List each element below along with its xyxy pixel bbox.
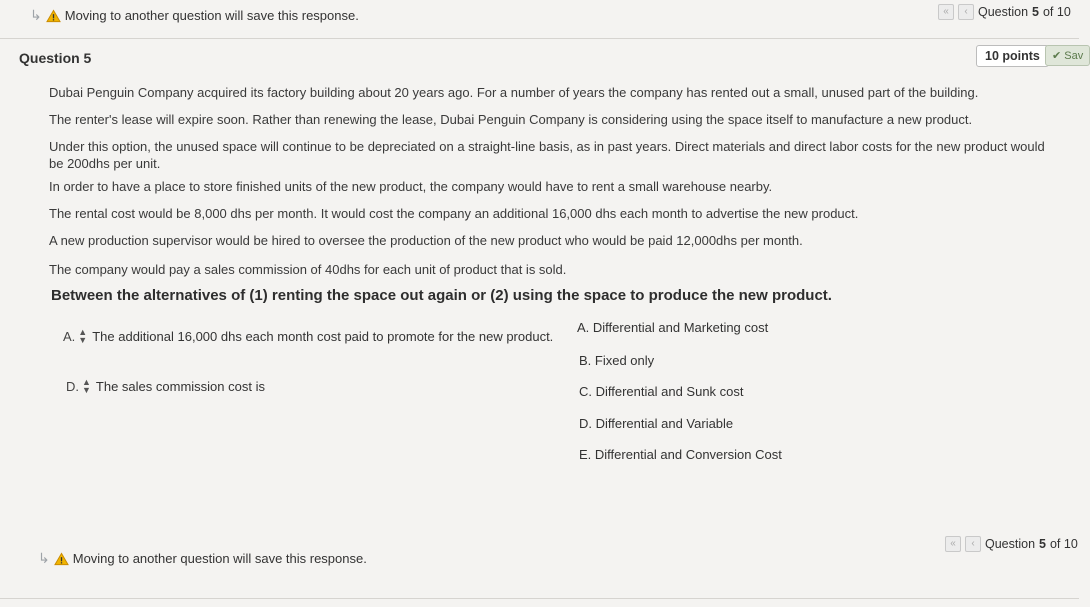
warning-icon xyxy=(46,9,61,23)
question-prefix: Question xyxy=(985,537,1036,551)
first-question-icon[interactable]: « xyxy=(945,536,961,552)
answer-option: A. Differential and Marketing cost xyxy=(577,320,769,335)
answer-option: D. Differential and Variable xyxy=(579,416,734,431)
item-text: The sales commission cost is xyxy=(95,378,265,394)
question-prefix: Question xyxy=(978,5,1029,19)
question-paragraph: be 200dhs per unit. xyxy=(49,156,161,171)
question-number: 5 xyxy=(1039,537,1046,551)
points-badge: 10 points xyxy=(976,45,1049,67)
top-save-warning xyxy=(30,7,359,24)
select-arrows-icon: ▲ ▼ xyxy=(78,327,88,345)
select-arrows-icon: ▲ ▼ xyxy=(82,377,91,395)
answer-select[interactable] xyxy=(63,328,87,344)
selected-answer: D. xyxy=(66,378,79,394)
question-paragraph: In order to have a place to store finished units of the new product, the company would have to rent a small warehouse nearby. xyxy=(49,179,773,194)
matching-item xyxy=(66,378,265,394)
question-paragraph: Under this option, the unused space will continue to be depreciated on a straight-line basis, as in past years. Direct materials and direct labor costs for the new product would xyxy=(49,139,1045,154)
selected-answer: A. xyxy=(63,328,76,344)
warning-text: Moving to another question will save this response. xyxy=(64,8,359,23)
item-text: The additional 16,000 dhs each month cost paid to promote for the new product. xyxy=(92,328,554,344)
answer-option: C. Differential and Sunk cost xyxy=(579,384,744,399)
top-divider xyxy=(0,38,1079,39)
first-question-icon[interactable]: « xyxy=(938,4,954,20)
return-arrow-icon: ↳ xyxy=(30,7,42,23)
question-paragraph: Dubai Penguin Company acquired its factory building about 20 years ago. For a number of years the company has rented out a small, unused part of the building. xyxy=(49,85,979,100)
question-paragraph: The company would pay a sales commission of 40dhs for each unit of product that is sold. xyxy=(49,262,567,277)
question-paragraph: The rental cost would be 8,000 dhs per month. It would cost the company an additional 16,000 dhs each month to advertise the new product. xyxy=(49,206,859,221)
prev-question-icon[interactable]: ‹ xyxy=(958,4,974,20)
return-arrow-icon: ↳ xyxy=(38,550,50,566)
question-number: 5 xyxy=(1032,5,1039,19)
question-prompt: Between the alternatives of (1) renting the space out again or (2) using the space to produce the new product. xyxy=(51,287,832,304)
answer-option: B. Fixed only xyxy=(579,353,655,368)
save-label: Sav xyxy=(1064,50,1084,62)
bottom-save-warning xyxy=(38,550,367,567)
question-title: Question 5 xyxy=(19,50,92,66)
top-question-nav xyxy=(938,4,1071,20)
question-of: of 10 xyxy=(1042,5,1071,19)
question-paragraph: A new production supervisor would be hired to oversee the production of the new product who would be paid 12,000dhs per month. xyxy=(49,233,803,248)
question-paragraph: The renter's lease will expire soon. Rather than renewing the lease, Dubai Penguin Company is considering using the space itself to manufacture a new product. xyxy=(49,112,973,127)
bottom-question-nav xyxy=(945,536,1078,552)
warning-text: Moving to another question will save this response. xyxy=(72,551,367,566)
check-icon: ✔ xyxy=(1052,50,1062,62)
warning-icon xyxy=(54,552,69,566)
matching-item xyxy=(63,328,553,344)
bottom-divider xyxy=(0,598,1079,599)
answer-option: E. Differential and Conversion Cost xyxy=(579,447,782,462)
save-answer-button[interactable] xyxy=(1045,45,1090,66)
prev-question-icon[interactable]: ‹ xyxy=(965,536,981,552)
answer-select[interactable] xyxy=(66,378,91,394)
question-of: of 10 xyxy=(1049,537,1078,551)
